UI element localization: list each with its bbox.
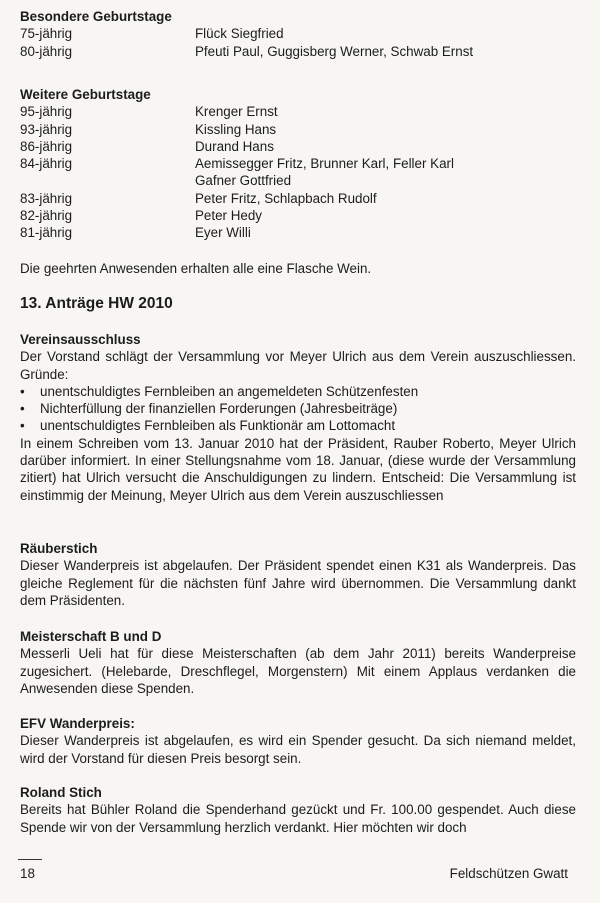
birthday-names: Peter Hedy [195, 208, 262, 224]
birthday-names: Durand Hans [195, 138, 274, 154]
birthday-row [20, 103, 576, 120]
bullet-icon: • [20, 383, 25, 399]
birthday-row [20, 138, 576, 155]
birthday-age [20, 172, 195, 189]
birthday-names: Pfeuti Paul, Guggisberg Werner, Schwab Ernst [195, 43, 474, 59]
raeuberstich-section [20, 540, 576, 609]
efv-body: Dieser Wanderpreis ist abgelaufen, es wird ein Spender gesucht. Da sich niemand meldet, wird der Vorstand für diesen Preis besorgt sein. [20, 733, 576, 766]
meisterschaft-body: Messerli Ueli hat für diese Meisterschaften (ab dem Jahr 2011) bereits Wanderpreise zugesichert. (Helebarde, Dreschflegel, Morgenstern) Mit einem Applaus verdanken die Anwesenden diese Spenden. [20, 646, 576, 696]
birthday-row [20, 25, 576, 42]
further-birthdays-heading: Weitere Geburtstage [20, 87, 151, 102]
gift-note: Die geehrten Anwesenden erhalten alle eine Flasche Wein. [20, 261, 372, 276]
birthday-names: Eyer Willi [195, 225, 251, 241]
bullet-text: unentschuldigtes Fernbleiben an angemeldeten Schützenfesten [40, 383, 419, 399]
bullet-text: unentschuldigtes Fernbleiben als Funktionär am Lottomacht [40, 418, 396, 434]
birthday-age: 86-jährig [20, 138, 73, 154]
birthday-row [20, 155, 576, 172]
footer-divider [18, 859, 42, 860]
birthday-age: 80-jährig [20, 43, 73, 59]
page-number: 18 [20, 866, 35, 881]
vereinsausschluss-heading: Vereinsausschluss [20, 332, 141, 347]
roland-heading: Roland Stich [20, 785, 102, 800]
birthday-names: Gafner Gottfried [195, 173, 292, 189]
list-item [20, 400, 576, 417]
birthday-row [20, 207, 576, 224]
roland-section [20, 784, 576, 836]
birthday-age: 84-jährig [20, 156, 73, 172]
section-title: 13. Anträge HW 2010 [20, 295, 173, 312]
meisterschaft-section [20, 628, 576, 697]
further-birthdays [20, 86, 576, 242]
bullet-icon: • [20, 418, 25, 434]
birthday-names: Krenger Ernst [195, 104, 278, 120]
efv-section [20, 715, 576, 767]
birthday-age: 82-jährig [20, 208, 73, 224]
birthday-names: Aemissegger Fritz, Brunner Karl, Feller Karl [195, 156, 454, 172]
birthday-names: Peter Fritz, Schlapbach Rudolf [195, 190, 377, 206]
birthday-names: Flück Siegfried [195, 26, 284, 42]
roland-body: Bereits hat Bühler Roland die Spenderhand gezückt und Fr. 100.00 gespendet. Auch diese Spende wir von der Versammlung herzlich verdankt. Hier möchten wir doch [20, 802, 576, 835]
birthday-age: 81-jährig [20, 225, 73, 241]
special-birthdays [20, 8, 576, 60]
vereinsausschluss-intro: Der Vorstand schlägt der Versammlung vor Meyer Ulrich aus dem Verein auszuschliessen. Gründe: [20, 349, 576, 382]
birthday-age: 95-jährig [20, 104, 73, 120]
birthday-row [20, 172, 576, 189]
birthday-row [20, 190, 576, 207]
birthday-row [20, 224, 576, 241]
raeuberstich-heading: Räuberstich [20, 541, 98, 556]
birthday-row [20, 121, 576, 138]
birthday-age: 75-jährig [20, 26, 73, 42]
birthday-names: Kissling Hans [195, 121, 277, 137]
special-birthdays-heading: Besondere Geburtstage [20, 9, 172, 24]
vereinsausschluss-section [20, 331, 576, 504]
birthday-age: 83-jährig [20, 190, 73, 206]
birthday-age: 93-jährig [20, 121, 73, 137]
list-item [20, 417, 576, 434]
meisterschaft-heading: Meisterschaft B und D [20, 629, 162, 644]
birthday-row [20, 43, 576, 60]
vereinsausschluss-body: In einem Schreiben vom 13. Januar 2010 hat der Präsident, Rauber Roberto, Meyer Ulrich darüber informiert. In einer Stellungsnahme vom 18. Januar, (diese wurde der Versammlung zitiert) hat Ulrich versucht die Anschuldigungen zu lindern. Entscheid: Die Versammlung ist einstimmig der Meinung, Meyer Ulrich aus dem Verein auszuschliessen [20, 435, 576, 503]
list-item [20, 383, 576, 400]
club-name: Feldschützen Gwatt [449, 866, 568, 881]
efv-heading: EFV Wanderpreis: [20, 716, 135, 731]
raeuberstich-body: Dieser Wanderpreis ist abgelaufen. Der Präsident spendet einen K31 als Wanderpreis. Das gleiche Reglement für die nächsten fünf Jahre wird übernommen. Die Versammlung dankt dem Präsidenten. [20, 558, 576, 608]
bullet-text: Nichterfüllung der finanziellen Forderungen (Jahresbeiträge) [40, 401, 398, 417]
bullet-icon: • [20, 401, 25, 417]
